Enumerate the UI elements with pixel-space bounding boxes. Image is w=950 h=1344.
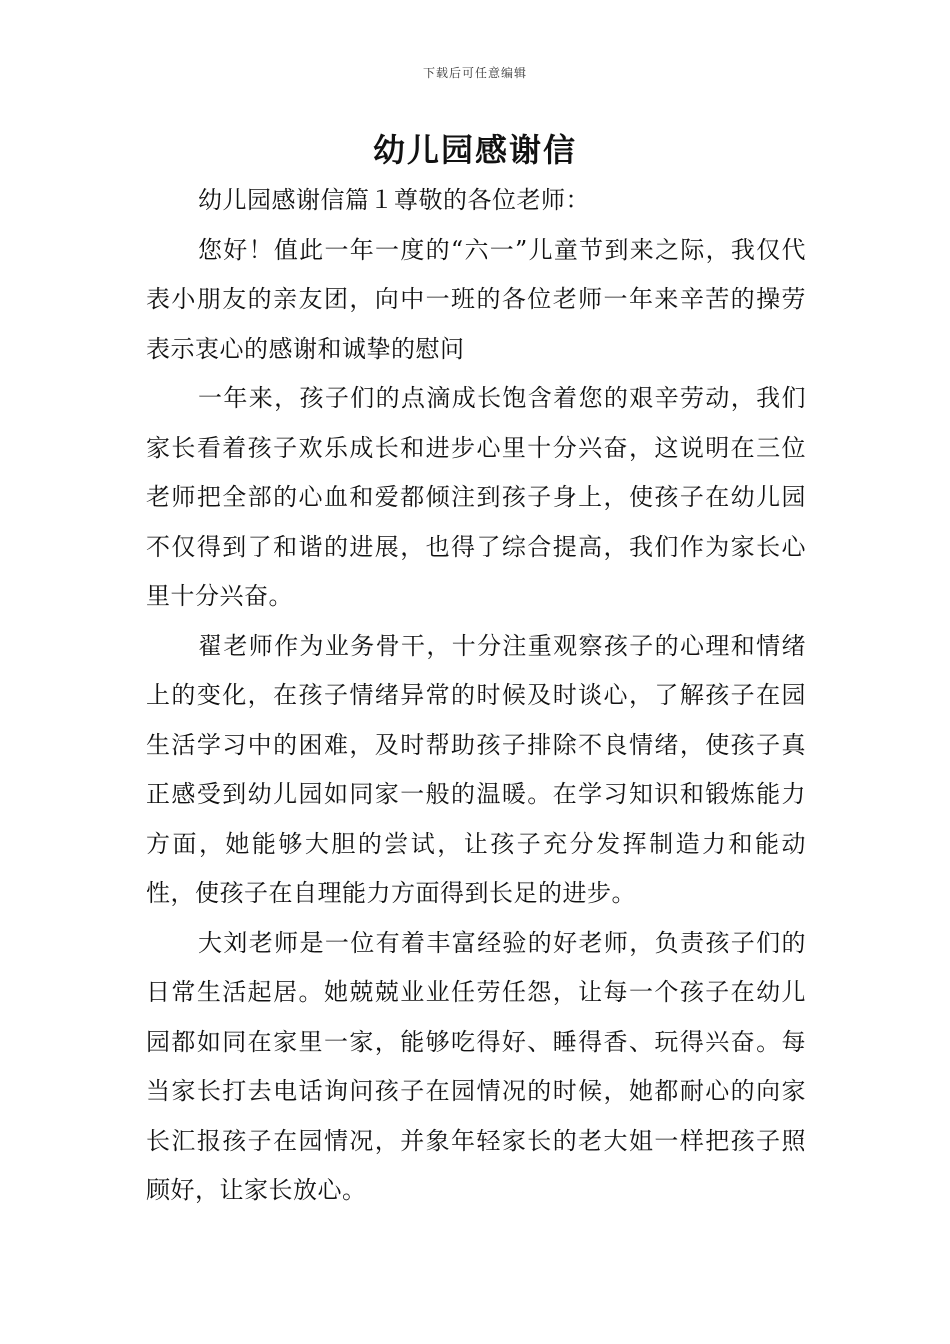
paragraph-year-review: 一年来，孩子们的点滴成长饱含着您的艰辛劳动，我们家长看着孩子欢乐成长和进步心里十分兴奋，这说明在三位老师把全部的心血和爱都倾注到孩子身上，使孩子在幼儿园不仅得到了和谐的进展，也得了综合提高，我们作为家长心里十分兴奋。 [146,384,806,610]
paragraph-teacher-liu: 大刘老师是一位有着丰富经验的好老师，负责孩子们的日常生活起居。她兢兢业业任劳任怨，让每一个孩子在幼儿园都如同在家里一家，能够吃得好、睡得香、玩得兴奋。每当家长打去电话询问孩子在园情况的时候，她都耐心的向家长汇报孩子在园情况，并象年轻家长的老大姐一样把孩子照顾好，让家长放心。 [146,928,806,1204]
document-body [146,176,806,1216]
document-title: 幼儿园感谢信 [372,131,577,169]
header-note: 下载后可任意编辑 [422,66,527,80]
paragraph-salutation: 幼儿园感谢信篇１尊敬的各位老师： [198,186,590,214]
paragraph-greeting: 您好！值此一年一度的“六一”儿童节到来之际，我仅代表小朋友的亲友团，向中一班的各位老师一年来辛苦的操劳表示衷心的感谢和诚挚的慰问 [146,235,806,363]
paragraph-teacher-zhai: 翟老师作为业务骨干，十分注重观察孩子的心理和情绪上的变化，在孩子情绪异常的时候及时谈心，了解孩子在园生活学习中的困难，及时帮助孩子排除不良情绪，使孩子真正感受到幼儿园如同家一般的温暖。在学习知识和锻炼能力方面，她能够大胆的尝试，让孩子充分发挥制造力和能动性，使孩子在自理能力方面得到长足的进步。 [146,631,806,907]
